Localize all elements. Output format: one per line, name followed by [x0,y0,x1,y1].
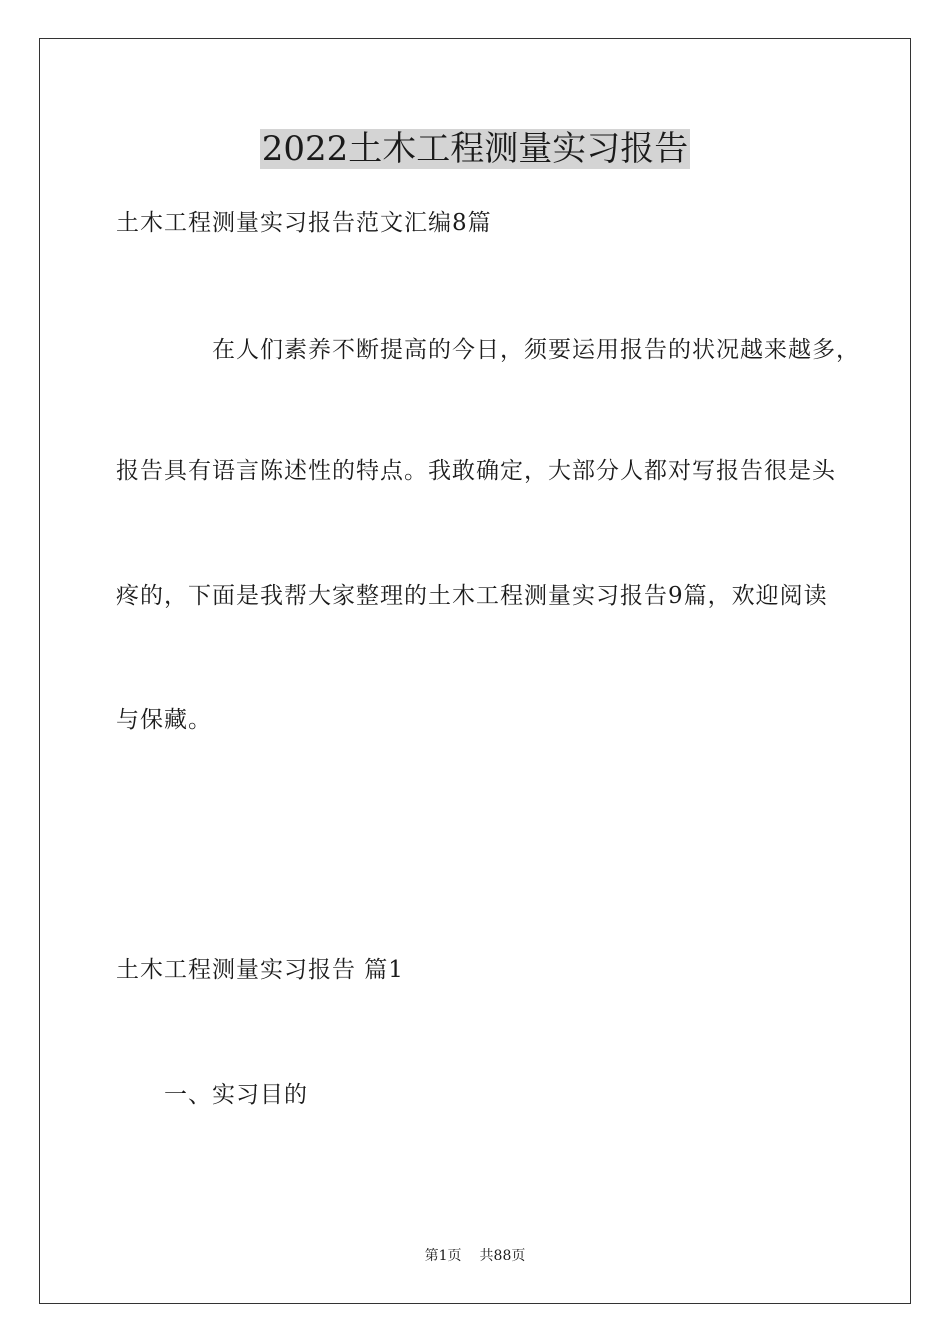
document-title-text: 2022土木工程测量实习报告 [261,129,689,169]
page-number-total: 共88页 [479,1248,526,1264]
page-footer [0,1247,950,1265]
document-title [0,127,950,171]
intro-line-3: 疼的，下面是我帮大家整理的土木工程测量实习报告9篇，欢迎阅读 [116,583,828,609]
document-subtitle: 土木工程测量实习报告范文汇编8篇 [116,210,492,236]
intro-line-2: 报告具有语言陈述性的特点。我敢确定，大部分人都对写报告很是头 [116,458,836,484]
intro-line-1: 在人们素养不断提高的今日，须要运用报告的状况越来越多， [212,337,860,363]
intro-line-4: 与保藏。 [116,707,212,733]
page-number-current: 第1页 [424,1248,462,1264]
subsection-heading: 一、实习目的 [164,1082,308,1108]
section-heading: 土木工程测量实习报告 篇1 [116,957,404,983]
